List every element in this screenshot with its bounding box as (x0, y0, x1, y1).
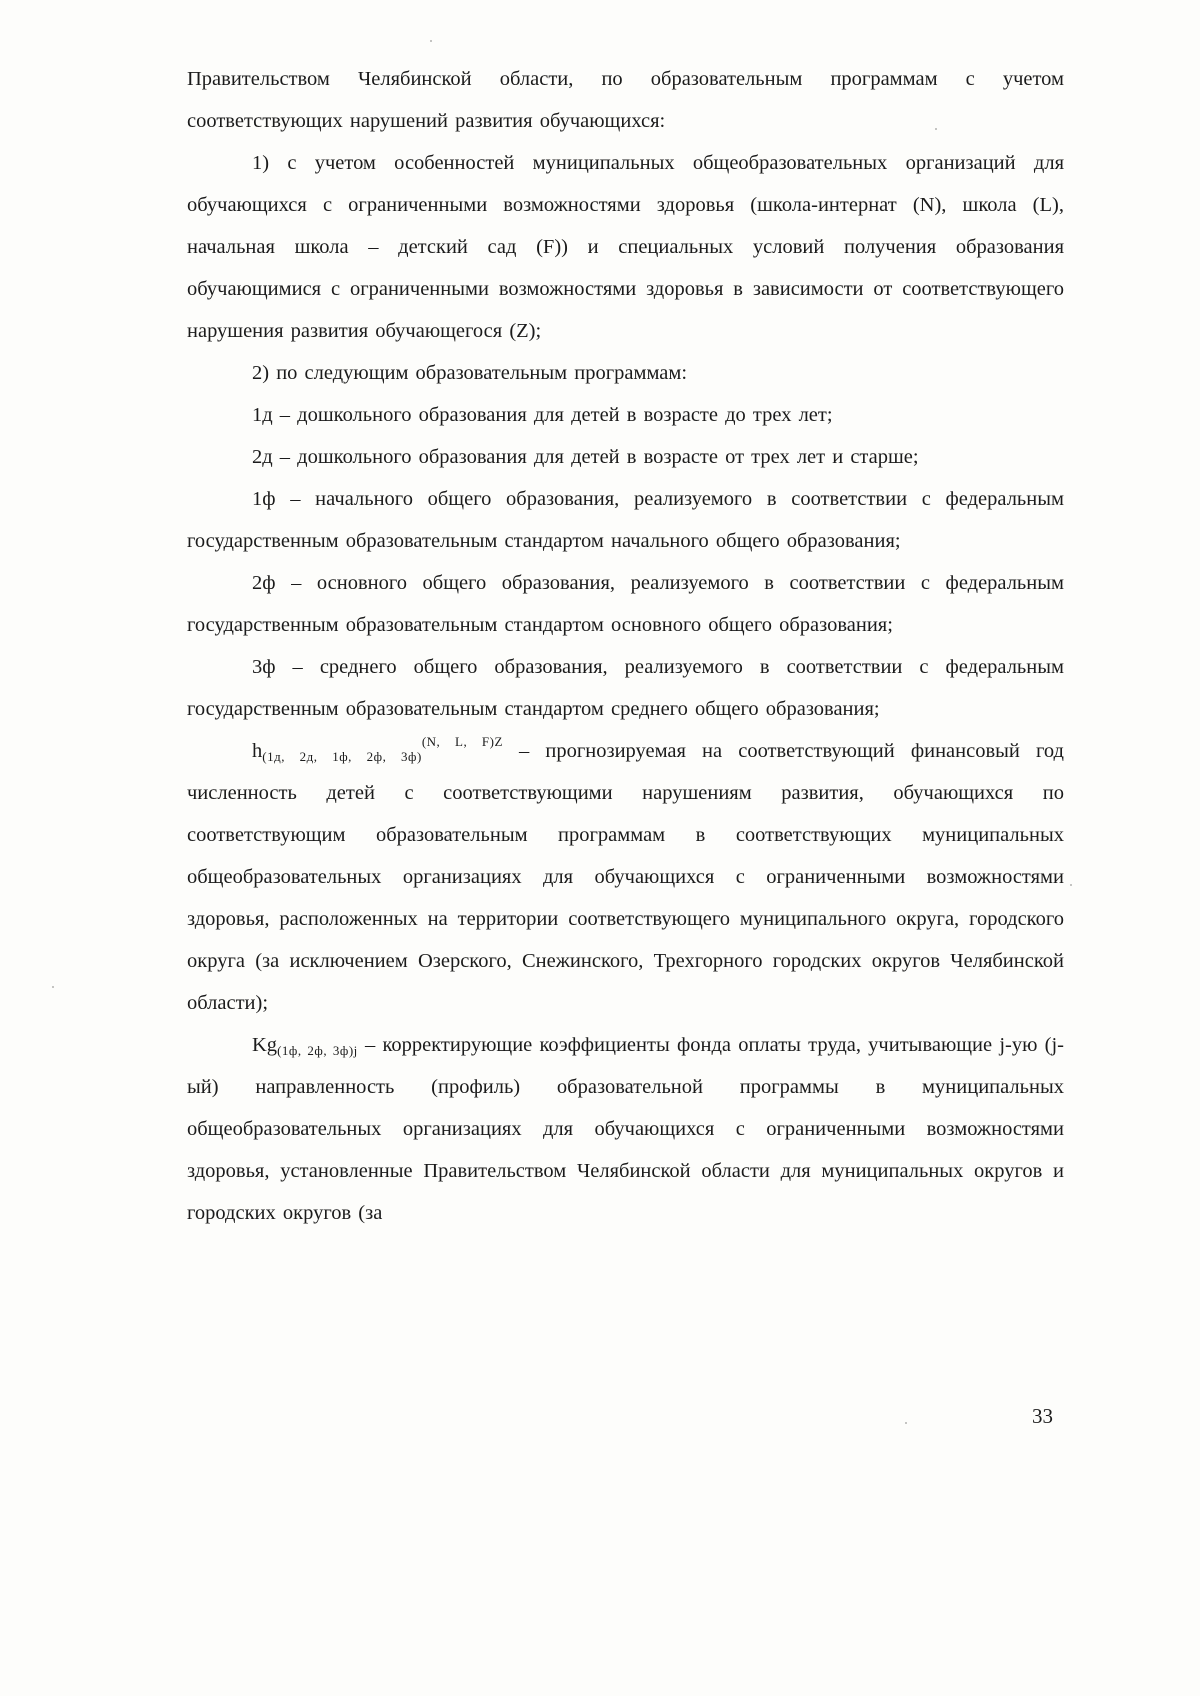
paragraph (187, 352, 1064, 394)
scan-speck (905, 1422, 907, 1424)
superscript: (N, L, F)Z (421, 734, 503, 749)
text-run: Kg (252, 1034, 278, 1056)
paragraph (187, 1024, 1064, 1234)
text-run: 3ф – среднего общего образования, реализуемого в соответствии с федеральным государственным образовательным стандартом среднего общего образования; (187, 656, 1064, 720)
text-run: 1) с учетом особенностей муниципальных общеобразовательных организаций для обучающихся с ограниченными возможностями здоровья (школа-интернат (N), школа (L), начальная школа – детский сад (F)) и специальных условий получения образования обучающимися с ограниченными возможностями здоровья в зависимости от соответствующего нарушения развития обучающегося (Z); (187, 152, 1064, 342)
scan-speck (430, 40, 432, 42)
subscript: (1ф, 2ф, 3ф)j (277, 1043, 358, 1058)
page-number: 33 (1032, 1404, 1053, 1428)
scan-speck (52, 986, 54, 988)
scan-speck (1070, 884, 1072, 886)
scan-speck (935, 128, 937, 130)
text-run: – корректирующие коэффициенты фонда оплаты труда, учитывающие j-ую (j-ый) направленность (профиль) образовательной программы в муниципальных общеобразовательных организациях для обучающихся с ограниченными возможностями здоровья, установленные Правительством Челябинской области для муниципальных округов и городских округов (за (187, 1034, 1064, 1224)
paragraph (187, 436, 1064, 478)
paragraph (187, 562, 1064, 646)
paragraph (187, 142, 1064, 352)
page-content (187, 58, 1064, 1234)
text-run: 2ф – основного общего образования, реализуемого в соответствии с федеральным государственным образовательным стандартом основного общего образования; (187, 572, 1064, 636)
paragraph (187, 646, 1064, 730)
paragraph (187, 394, 1064, 436)
paragraph (187, 478, 1064, 562)
text-run: 1д – дошкольного образования для детей в возрасте до трех лет; (252, 404, 833, 426)
text-run: – прогнозируемая на соответствующий финансовый год численность детей с соответствующими нарушениям развития, обучающихся по соответствующим образовательным программам в соответствующих муниципальных общеобразовательных организациях для обучающихся с ограниченными возможностями здоровья, расположенных на территории соответствующего муниципального округа, городского округа (за исключением Озерского, Снежинского, Трехгорного городских округов Челябинской области); (187, 740, 1064, 1014)
text-run: Правительством Челябинской области, по образовательным программам с учетом соответствующих нарушений развития обучающихся: (187, 68, 1064, 132)
text-run: 1ф – начального общего образования, реализуемого в соответствии с федеральным государственным образовательным стандартом начального общего образования; (187, 488, 1064, 552)
paragraph (187, 58, 1064, 142)
text-run: h (252, 740, 263, 762)
paragraph (187, 730, 1064, 1024)
text-run: 2д – дошкольного образования для детей в возрасте от трех лет и старше; (252, 446, 919, 468)
subscript: (1д, 2д, 1ф, 2ф, 3ф) (262, 749, 422, 764)
text-run: 2) по следующим образовательным программам: (252, 362, 688, 384)
